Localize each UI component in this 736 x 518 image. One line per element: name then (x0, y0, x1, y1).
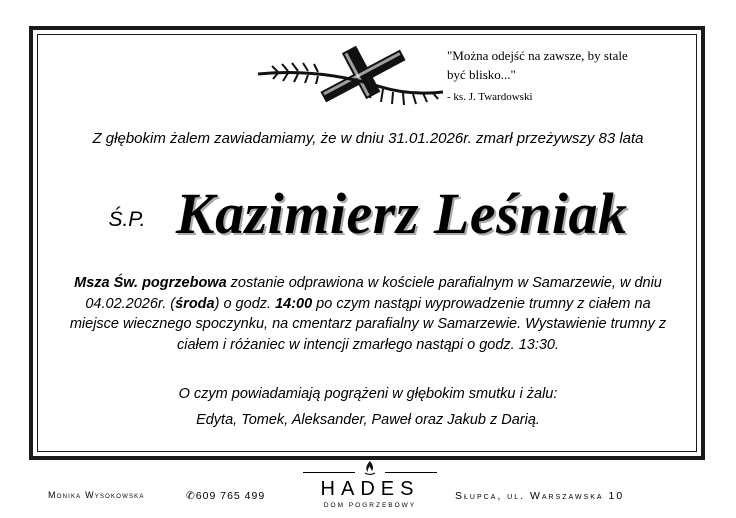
deceased-name-row (0, 180, 736, 247)
flame-icon (363, 460, 377, 476)
footer-phone: ✆609 765 499 (186, 490, 266, 502)
logo-line-right (385, 472, 437, 473)
deceased-name: Kazimierz Leśniak (175, 181, 628, 246)
logo-brand: HADES (320, 478, 420, 500)
logo-subtitle: DOM POGRZEBOWY (323, 502, 417, 509)
mourners-names: Edyta, Tomek, Aleksander, Paweł oraz Jakub z Darią. (196, 412, 540, 428)
details-text-3: po czym nastąpi wyprowadzenie trumny z ciałem na miejsce wiecznego spoczynku, na cmentarz parafialny w Samarzewie. Wystawienie trumny z ciałem i różaniec w intencji zmarłego nastąpi o godz. 13:30. (69, 295, 667, 353)
quote-author: - ks. J. Twardowski (447, 91, 533, 103)
quote-block (447, 46, 687, 107)
footer-address: Słupca, ul. Warszawska 10 (455, 490, 625, 502)
details-text-2: ) o godz. (214, 295, 276, 312)
hades-logo (303, 458, 437, 516)
mourners-block (0, 381, 736, 433)
announcement-text: Z głębokim żalem zawiadamiamy, że w dniu 31.01.2026r. zmarł przeżywszy 83 lata (92, 130, 644, 147)
sp-prefix: Ś.P. (108, 208, 146, 231)
details-text-1: zostanie odprawiona w kościele parafialnym w Samarzewie, w dniu 04.02.2026r. ( (85, 275, 662, 312)
quote-line-1: "Można odejść na zawsze, by stale (447, 48, 628, 63)
logo-line-left (303, 472, 355, 473)
mourners-intro: O czym powiadamiają pogrążeni w głębokim smutku i żalu: (178, 386, 558, 402)
footer-contact-name: Monika Wysokowska (48, 490, 145, 500)
quote-line-2: być blisko..." (447, 67, 516, 82)
funeral-time: 14:00 (275, 295, 313, 312)
funeral-day: środa (175, 295, 215, 312)
funeral-details (60, 273, 676, 355)
cross-icon (258, 46, 450, 112)
mass-label: Msza Św. pogrzebowa (74, 275, 227, 291)
